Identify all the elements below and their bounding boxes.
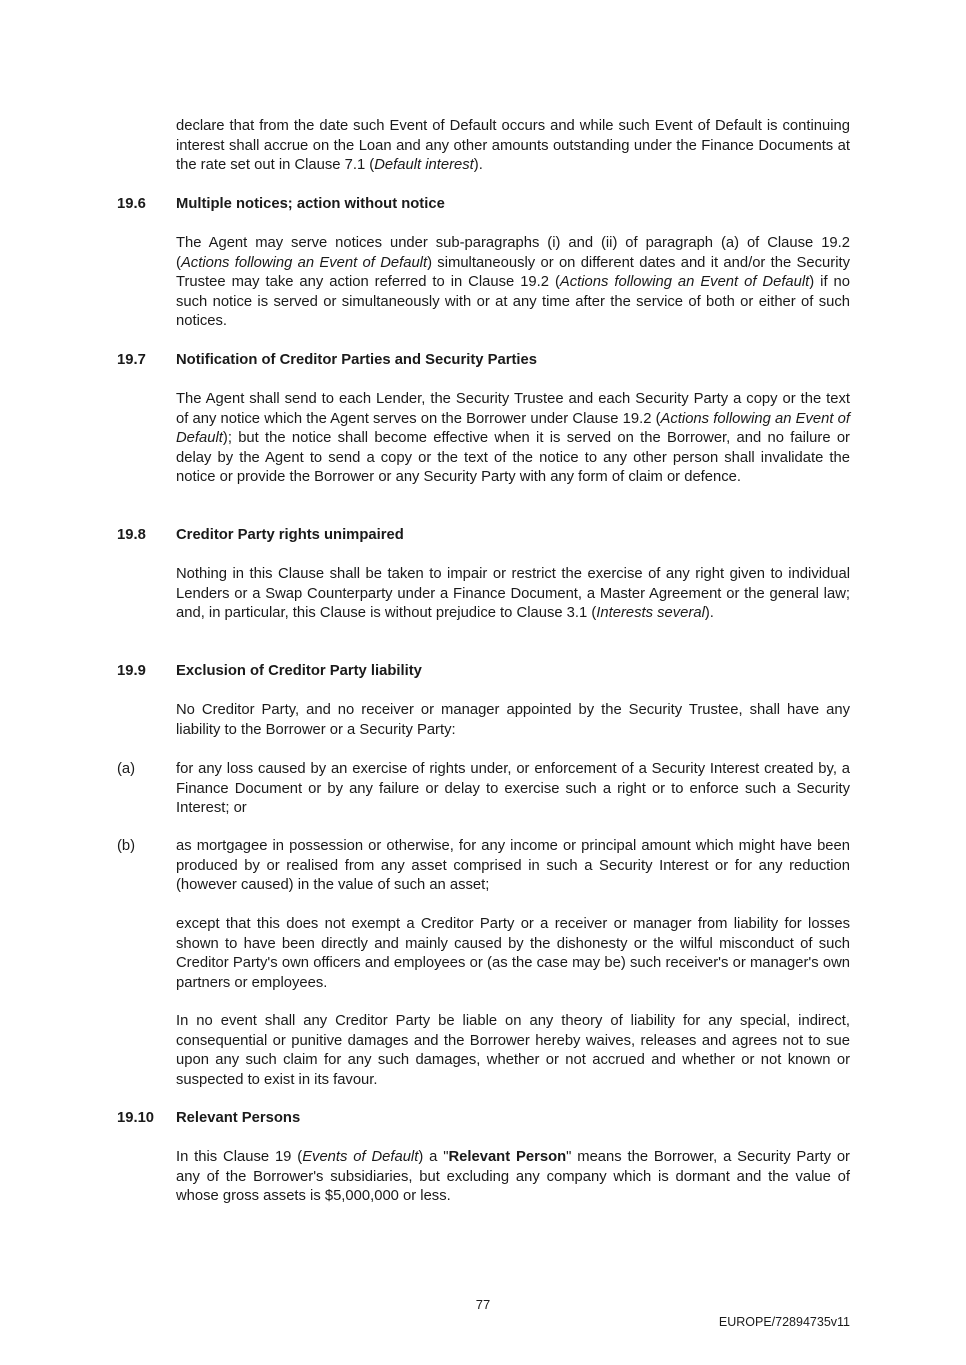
section-title: Relevant Persons xyxy=(176,1110,301,1126)
page-number: 77 xyxy=(475,1297,491,1312)
section-19-10-paragraph xyxy=(176,1148,850,1207)
section-19-6-paragraph xyxy=(176,234,850,332)
section-number: 19.8 xyxy=(117,527,146,543)
defined-term: Relevant Person xyxy=(448,1149,567,1165)
text-run: The Agent may serve notices under sub-paragraphs (i) and (ii) of paragraph (a) of Clause 19.2 ( xyxy=(176,235,850,271)
section-number: 19.6 xyxy=(117,196,146,212)
document-reference: EUROPE/72894735v11 xyxy=(718,1315,850,1329)
section-19-9-exception: except that this does not exempt a Creditor Party or a receiver or manager from liability for losses shown to have been directly and mainly caused by the dishonesty or the wilful misconduct of such Creditor Party's own officers and employees or (as the case may be) such receiver's or manager's own partners or employees. xyxy=(176,916,850,991)
clause-reference: Actions following an Event of Default xyxy=(559,274,810,290)
text-run: ). xyxy=(704,605,714,621)
text-run: ) a " xyxy=(418,1149,449,1165)
section-title: Multiple notices; action without notice xyxy=(176,196,445,212)
text-run: ) if no such notice is served or simultaneously with or at any time after the service of both or either of such notices. xyxy=(176,274,850,329)
section-title: Notification of Creditor Parties and Security Parties xyxy=(176,352,537,368)
section-heading-19-8 xyxy=(117,526,404,546)
clause-reference: Actions following an Event of Default xyxy=(180,254,428,271)
text-run: ); but the notice shall become effective when it is served on the Borrower, and no failure or delay by the Agent to send a copy or the text of the notice to any other person shall invalidate the notice or provide the Borrower or any Security Party with any form of claim or defence. xyxy=(176,430,850,485)
text-run: Nothing in this Clause shall be taken to impair or restrict the exercise of any right given to individual Lenders or a Swap Counterparty under a Finance Document, a Master Agreement or the general law; and, in particular, this Clause is without prejudice to Clause 3.1 ( xyxy=(176,566,850,621)
clause-reference: Default interest xyxy=(374,157,474,173)
section-title: Exclusion of Creditor Party liability xyxy=(176,663,422,679)
section-title: Creditor Party rights unimpaired xyxy=(176,527,404,543)
text-run: In this Clause 19 ( xyxy=(176,1149,303,1165)
section-heading-19-10 xyxy=(117,1109,300,1129)
text-run: The Agent shall send to each Lender, the Security Trustee and each Security Party a copy or the text of any notice which the Agent serves on the Borrower under Clause 19.2 ( xyxy=(176,391,850,427)
list-item: for any loss caused by an exercise of rights under, or enforcement of a Security Interest created by, a Finance Document or by any failure or delay to exercise such a right or to enforce such a Security Interest; or xyxy=(176,761,850,816)
clause-reference: Actions following an Event of Default xyxy=(176,410,850,446)
text-run: " means the Borrower, a Security Party or any of the Borrower's subsidiaries, but excluding any company which is dormant and the value of whose gross assets is $5,000,000 or less. xyxy=(176,1149,850,1204)
text-run: ). xyxy=(473,157,483,173)
text-run: declare that from the date such Event of Default occurs and while such Event of Default is continuing interest shall accrue on the Loan and any other amounts outstanding under the Finance Documents at the rate set out in Clause 7.1 ( xyxy=(176,118,850,173)
section-number: 19.9 xyxy=(117,663,146,679)
section-heading-19-6 xyxy=(117,195,445,215)
section-heading-19-7 xyxy=(117,351,537,371)
intro-paragraph xyxy=(176,117,850,176)
clause-reference: Interests several xyxy=(596,605,705,621)
section-number: 19.10 xyxy=(117,1110,155,1126)
list-item: as mortgagee in possession or otherwise, for any income or principal amount which might have been produced by or realised from any asset comprised in such a Security Interest or for any reduction (however caused) in the value of such an asset; xyxy=(176,838,850,893)
clause-reference: Events of Default xyxy=(302,1149,419,1165)
section-19-9-lead: No Creditor Party, and no receiver or manager appointed by the Security Trustee, shall have any liability to the Borrower or a Security Party: xyxy=(176,702,850,738)
text-run: ) simultaneously or on different dates and it and/or the Security Trustee may take any action referred to in Clause 19.2 ( xyxy=(176,254,850,290)
section-number: 19.7 xyxy=(117,352,146,368)
list-item-label: (b) xyxy=(117,838,136,854)
list-item-label: (a) xyxy=(117,761,136,777)
section-heading-19-9 xyxy=(117,662,422,682)
section-19-7-paragraph xyxy=(176,390,850,488)
section-19-9-no-event: In no event shall any Creditor Party be liable on any theory of liability for any special, indirect, consequential or punitive damages and the Borrower hereby waives, releases and agrees not to sue upon any such claim for any such damages, whether or not accrued and whether or not known or suspected to exist in its favour. xyxy=(176,1013,850,1088)
section-19-8-paragraph xyxy=(176,565,850,624)
